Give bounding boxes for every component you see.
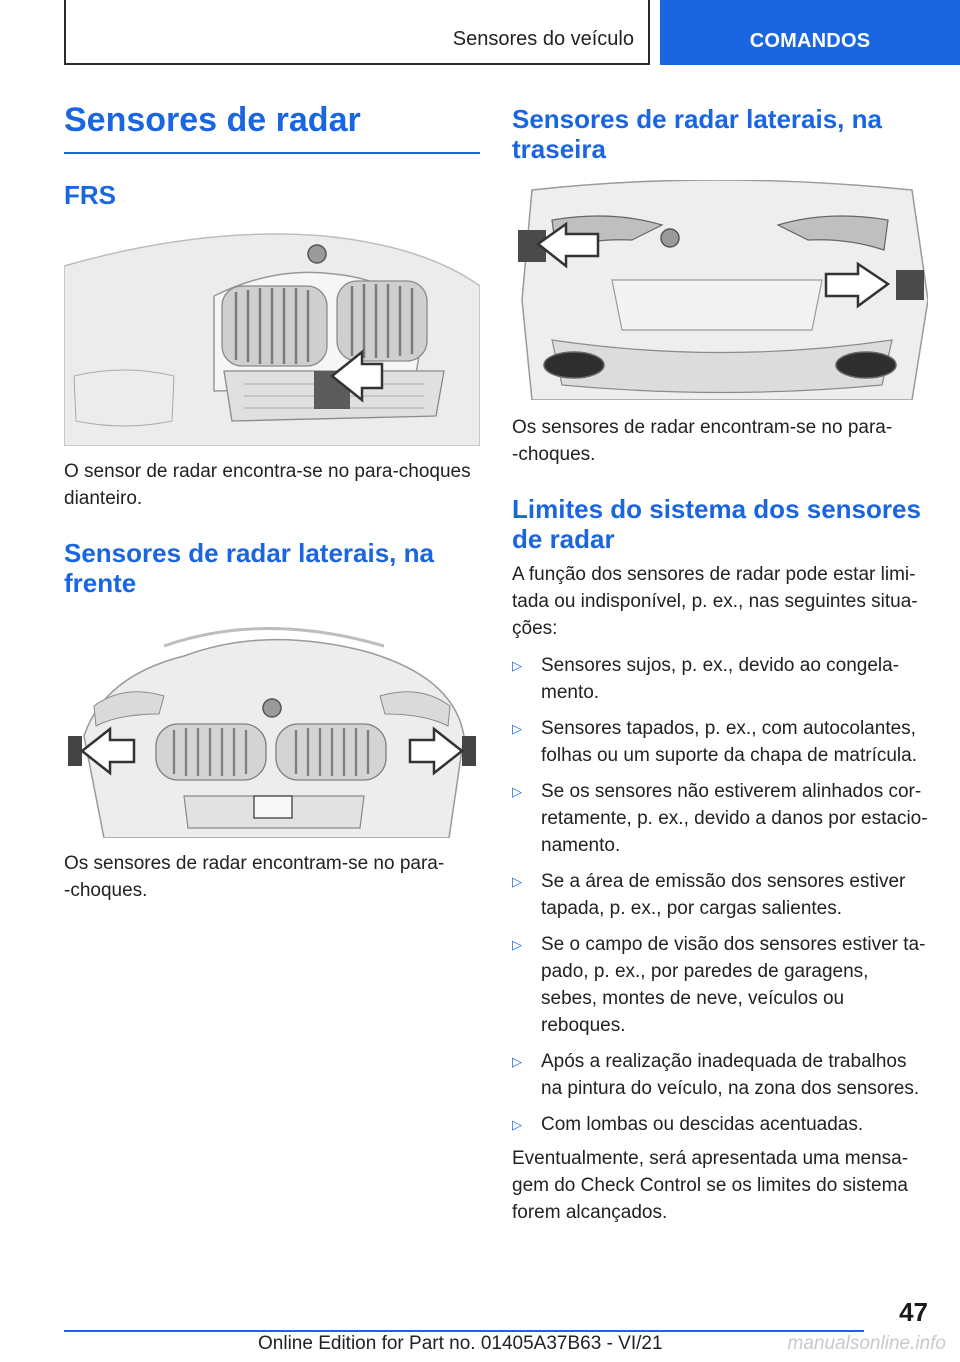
list-item: ▷ Se a área de emissão dos sensores estiver tapada, p. ex., por cargas salientes. [512,868,928,922]
list-item: ▷ Se o campo de visão dos sensores estiver ta-pado, p. ex., por paredes de garagens, sebes, montes de neve, veículos ou reboques. [512,931,928,1039]
system-limits-list [512,652,928,1138]
footer-edition: Online Edition for Part no. 01405A37B63 - VI/21 [258,1333,663,1354]
front-side-sensors-description: Os sensores de radar encontram-se no para- -choques. [64,853,445,901]
rear-side-sensors-heading: Sensores de radar laterais, na traseira [512,104,882,164]
footer-watermark: manualsonline.info [787,1333,946,1354]
list-item: ▷ Sensores sujos, p. ex., devido ao congela-mento. [512,652,928,706]
system-limits-closing: Eventualmente, será apresentada uma mensa-gem do Check Control se os limites do sistema forem alcançados. [512,1148,909,1223]
rear-car-illustration [512,180,928,400]
list-item: ▷ Se os sensores não estiverem alinhados cor-retamente, p. ex., devido a danos por estacio-namento. [512,778,928,859]
triangle-bullet-icon: ▷ [512,1117,522,1132]
front-side-sensors-figure [64,616,480,838]
rear-side-sensors-description: Os sensores de radar encontram-se no para- -choques. [512,417,893,465]
header-chapter-tab[interactable]: COMANDOS [660,0,960,65]
list-item: ▷ Sensores tapados, p. ex., com autocolantes, folhas ou um suporte da chapa de matrícula. [512,715,928,769]
list-item: ▷ Após a realização inadequada de trabalhos na pintura do veículo, na zona dos sensores. [512,1048,928,1102]
system-limits-intro: A função dos sensores de radar pode estar limi-tada ou indisponível, p. ex., nas seguintes situa-ções: [512,564,918,639]
triangle-bullet-icon: ▷ [512,937,522,952]
triangle-bullet-icon: ▷ [512,721,522,736]
left-column [64,100,480,904]
right-column [512,104,928,1226]
triangle-bullet-icon: ▷ [512,658,522,673]
frs-sensor-figure [64,226,480,446]
front-side-sensors-heading: Sensores de radar laterais, na frente [64,538,434,598]
list-item: ▷ Com lombas ou descidas acentuadas. [512,1111,928,1138]
page-number: 47 [899,1297,928,1327]
rear-side-sensors-figure [512,180,928,400]
footer-divider [64,1330,864,1332]
header-section-title: Sensores do veículo [452,28,634,50]
frs-heading: FRS [64,180,116,210]
page-title: Sensores de radar [64,100,480,154]
header-section-box [64,0,650,65]
frs-description: O sensor de radar encontra-se no para-choques dianteiro. [64,461,471,509]
triangle-bullet-icon: ▷ [512,784,522,799]
front-car-illustration [64,616,480,838]
system-limits-heading: Limites do sistema dos sensores de radar [512,494,921,554]
front-bumper-illustration [64,226,480,446]
triangle-bullet-icon: ▷ [512,874,522,889]
triangle-bullet-icon: ▷ [512,1054,522,1069]
